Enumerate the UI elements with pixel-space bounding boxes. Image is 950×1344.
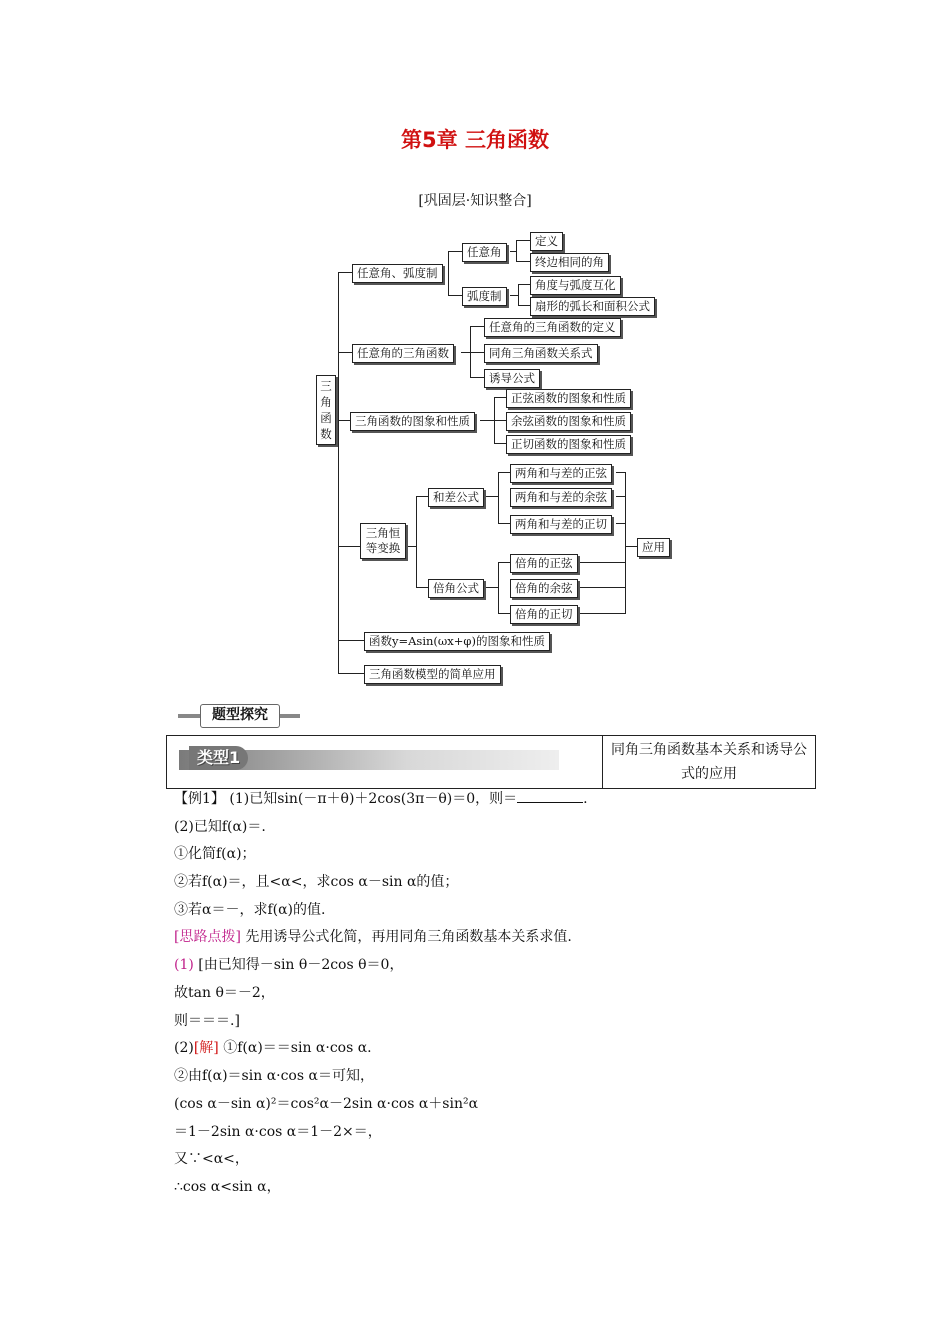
node-sum-cos: 两角和与差的余弦 xyxy=(510,488,612,507)
body-line: 又∵<α<， xyxy=(174,1151,249,1167)
body-line: ②若f(α)＝，且<α<，求cos α－sin α的值； xyxy=(174,874,459,890)
node-cos-graph: 余弦函数的图象和性质 xyxy=(506,412,631,431)
body-line: (2)已知f(α)＝. xyxy=(174,819,266,835)
node-radian: 弧度制 xyxy=(462,287,507,306)
node-definition: 定义 xyxy=(530,232,563,251)
solution-label: (1) xyxy=(174,957,194,973)
node-deg-rad: 角度与弧度互化 xyxy=(530,276,621,295)
node-arb-angle-radian: 任意角、弧度制 xyxy=(352,264,443,283)
node-trig-def: 任意角的三角函数的定义 xyxy=(484,318,621,337)
solution-label: [解] xyxy=(193,1040,219,1056)
body-line: ①化简f(α)； xyxy=(174,846,256,862)
node-sum-tan: 两角和与差的正切 xyxy=(510,515,612,534)
node-dbl-tan: 倍角的正切 xyxy=(510,605,578,624)
banner-text: 题型探究 xyxy=(200,704,280,728)
node-graph-prop: 三角函数的图象和性质 xyxy=(350,412,475,431)
node-model: 三角函数模型的简单应用 xyxy=(364,665,501,684)
type-box xyxy=(166,735,816,789)
node-application: 应用 xyxy=(637,538,670,557)
node-same-angle: 同角三角函数关系式 xyxy=(484,344,598,363)
node-induction: 诱导公式 xyxy=(484,369,540,388)
section-subtitle: [巩固层·知识整合] xyxy=(418,193,532,209)
body-line: ③若α＝－，求f(α)的值. xyxy=(174,902,326,918)
body-line: (cos α－sin α)²＝cos²α－2sin α·cos α＋sin²α xyxy=(174,1096,479,1112)
node-double: 倍角公式 xyxy=(428,579,484,598)
node-identity: 三角恒等变换 xyxy=(360,523,406,559)
chapter-title: 第5章 三角函数 xyxy=(401,128,549,152)
node-arb-angle: 任意角 xyxy=(462,243,507,262)
solution-line: (2)[解] ①f(α)＝＝sin α·cos α. xyxy=(174,1040,372,1056)
node-tan-graph: 正切函数的图象和性质 xyxy=(506,435,631,454)
node-asin: 函数y=Asin(ωx+φ)的图象和性质 xyxy=(364,632,550,651)
type-box-left xyxy=(167,736,603,788)
node-dbl-sin: 倍角的正弦 xyxy=(510,554,578,573)
body-line: ②由f(α)＝sin α·cos α＝可知， xyxy=(174,1068,374,1084)
answer-blank xyxy=(517,790,583,803)
example-line-1: 【例1】 (1)已知sin(－π＋θ)＋2cos(3π－θ)＝0，则＝ . xyxy=(174,791,588,807)
type-description: 同角三角函数基本关系和诱导公式的应用 xyxy=(611,742,807,782)
map-root: 三角函数 xyxy=(316,375,336,445)
node-sin-graph: 正弦函数的图象和性质 xyxy=(506,389,631,408)
node-coterminal: 终边相同的角 xyxy=(530,253,609,272)
hint-label: [思路点拨] xyxy=(174,929,241,945)
node-sector: 扇形的弧长和面积公式 xyxy=(530,297,655,316)
node-sum-sin: 两角和与差的正弦 xyxy=(510,464,612,483)
hint-line: [思路点拨] 先用诱导公式化简，再用同角三角函数基本关系求值. xyxy=(174,929,572,945)
body-line: ＝1－2sin α·cos α＝1－2×＝， xyxy=(174,1124,382,1140)
node-trig-of-arb: 任意角的三角函数 xyxy=(352,344,454,363)
node-dbl-cos: 倍角的余弦 xyxy=(510,579,578,598)
example-label: 【例1】 xyxy=(174,791,225,807)
body-line: 则＝＝＝.] xyxy=(174,1013,240,1029)
solution-line: (1) [由已知得－sin θ－2cos θ＝0， xyxy=(174,957,404,973)
node-sum-diff: 和差公式 xyxy=(428,488,484,507)
type-label: 类型1 xyxy=(189,746,248,770)
body-line: ∴cos α<sin α， xyxy=(174,1179,281,1195)
section-banner xyxy=(178,704,300,726)
body-line: 故tan θ＝－2， xyxy=(174,985,275,1001)
